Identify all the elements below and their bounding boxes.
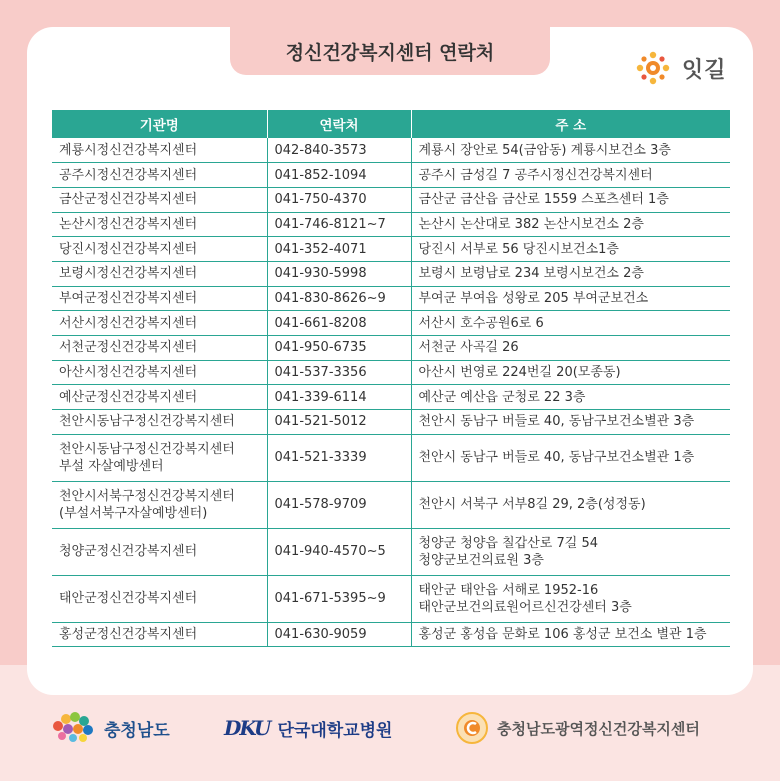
agency-name: 당진시정신건강복지센터	[52, 237, 267, 262]
address: 당진시 서부로 56 당진시보건소1층	[411, 237, 730, 262]
address-line1: 청양군 청양읍 칠갑산로 7길 54	[418, 535, 598, 551]
address: 논산시 논산대로 382 논산시보건소 2층	[411, 212, 730, 237]
contact-table	[52, 110, 730, 647]
address-line2: 태안군보건의료원어르신건강센터 3층	[418, 599, 632, 615]
address: 금산군 금산읍 금산로 1559 스포츠센터 1층	[411, 187, 730, 212]
phone-number: 041-750-4370	[267, 187, 411, 212]
table-row	[52, 163, 730, 188]
agency-name: 청양군정신건강복지센터	[52, 528, 267, 575]
address: 보령시 보령남로 234 보령시보건소 2층	[411, 261, 730, 286]
phone-number: 042-840-3573	[267, 138, 411, 163]
agency-name-line1: 천안시동남구정신건강복지센터	[59, 441, 235, 457]
table-header-row	[52, 110, 730, 138]
header-agency: 기관명	[52, 110, 267, 138]
phone-number: 041-930-5998	[267, 261, 411, 286]
chungnam-logo	[48, 708, 170, 748]
table-row	[52, 385, 730, 410]
chungnam-mental-health-logo	[455, 708, 700, 748]
address: 예산군 예산읍 군청로 22 3층	[411, 385, 730, 410]
phone-number: 041-746-8121~7	[267, 212, 411, 237]
table-row	[52, 575, 730, 622]
phone-number: 041-661-8208	[267, 311, 411, 336]
phone-number: 041-830-8626~9	[267, 286, 411, 311]
agency-name: 예산군정신건강복지센터	[52, 385, 267, 410]
flower-cluster-icon	[48, 710, 96, 746]
page-title: 정신건강복지센터 연락처	[230, 27, 550, 75]
agency-name: 계룡시정신건강복지센터	[52, 138, 267, 163]
agency-name: 금산군정신건강복지센터	[52, 187, 267, 212]
chungnam-mental-health-text: 충청남도광역정신건강복지센터	[497, 719, 700, 738]
table-row	[52, 481, 730, 528]
address: 계룡시 장안로 54(금암동) 계룡시보건소 3층	[411, 138, 730, 163]
agency-name: 천안시동남구정신건강복지센터	[52, 410, 267, 435]
phone-number: 041-537-3356	[267, 360, 411, 385]
header-phone: 연락처	[267, 110, 411, 138]
table-row	[52, 286, 730, 311]
phone-number: 041-521-3339	[267, 434, 411, 481]
address: 부여군 부여읍 성왕로 205 부여군보건소	[411, 286, 730, 311]
phone-number: 041-339-6114	[267, 385, 411, 410]
address-line1: 태안군 태안읍 서해로 1952-16	[418, 582, 599, 598]
dku-mark-icon: DKU	[224, 716, 270, 740]
address	[411, 528, 730, 575]
phone-number: 041-852-1094	[267, 163, 411, 188]
table-row	[52, 311, 730, 336]
address	[411, 575, 730, 622]
agency-name-line1: 천안시서북구정신건강복지센터	[59, 488, 235, 504]
table-row	[52, 622, 730, 647]
agency-name: 아산시정신건강복지센터	[52, 360, 267, 385]
table-row	[52, 187, 730, 212]
chungnam-logo-text: 충청남도	[104, 720, 170, 741]
circle-c-logo-icon	[455, 711, 489, 745]
agency-name: 서산시정신건강복지센터	[52, 311, 267, 336]
agency-name: 서천군정신건강복지센터	[52, 336, 267, 361]
address-line2: 청양군보건의료원 3층	[418, 552, 544, 568]
phone-number: 041-521-5012	[267, 410, 411, 435]
table-row	[52, 261, 730, 286]
agency-name: 공주시정신건강복지센터	[52, 163, 267, 188]
table-row	[52, 212, 730, 237]
agency-name	[52, 481, 267, 528]
brand-logo	[632, 50, 727, 86]
address: 서천군 사곡길 26	[411, 336, 730, 361]
phone-number: 041-671-5395~9	[267, 575, 411, 622]
agency-name-line2: 부설 자살예방센터	[59, 458, 164, 474]
dankook-hospital-logo	[224, 708, 392, 748]
address: 천안시 동남구 버들로 40, 동남구보건소별관 3층	[411, 410, 730, 435]
address: 천안시 동남구 버들로 40, 동남구보건소별관 1층	[411, 434, 730, 481]
agency-name: 보령시정신건강복지센터	[52, 261, 267, 286]
phone-number: 041-352-4071	[267, 237, 411, 262]
table-row	[52, 237, 730, 262]
phone-number: 041-630-9059	[267, 622, 411, 647]
table-row	[52, 336, 730, 361]
phone-number: 041-578-9709	[267, 481, 411, 528]
brand-name: 잇길	[682, 57, 727, 83]
address: 아산시 번영로 224번길 20(모종동)	[411, 360, 730, 385]
agency-name-line2: (부설서북구자살예방센터)	[59, 505, 208, 521]
header-address: 주 소	[411, 110, 730, 138]
dankook-hospital-text: 단국대학교병원	[277, 720, 393, 741]
agency-name: 홍성군정신건강복지센터	[52, 622, 267, 647]
address: 천안시 서북구 서부8길 29, 2층(성정동)	[411, 481, 730, 528]
table-row	[52, 410, 730, 435]
table-row	[52, 528, 730, 575]
address: 공주시 금성길 7 공주시정신건강복지센터	[411, 163, 730, 188]
phone-number: 041-950-6735	[267, 336, 411, 361]
address: 홍성군 홍성읍 문화로 106 홍성군 보건소 별관 1층	[411, 622, 730, 647]
agency-name: 태안군정신건강복지센터	[52, 575, 267, 622]
sun-flower-logo-icon	[632, 50, 674, 86]
agency-name: 부여군정신건강복지센터	[52, 286, 267, 311]
table-row	[52, 360, 730, 385]
phone-number: 041-940-4570~5	[267, 528, 411, 575]
table-row	[52, 434, 730, 481]
agency-name: 논산시정신건강복지센터	[52, 212, 267, 237]
address: 서산시 호수공원6로 6	[411, 311, 730, 336]
table-row	[52, 138, 730, 163]
agency-name	[52, 434, 267, 481]
